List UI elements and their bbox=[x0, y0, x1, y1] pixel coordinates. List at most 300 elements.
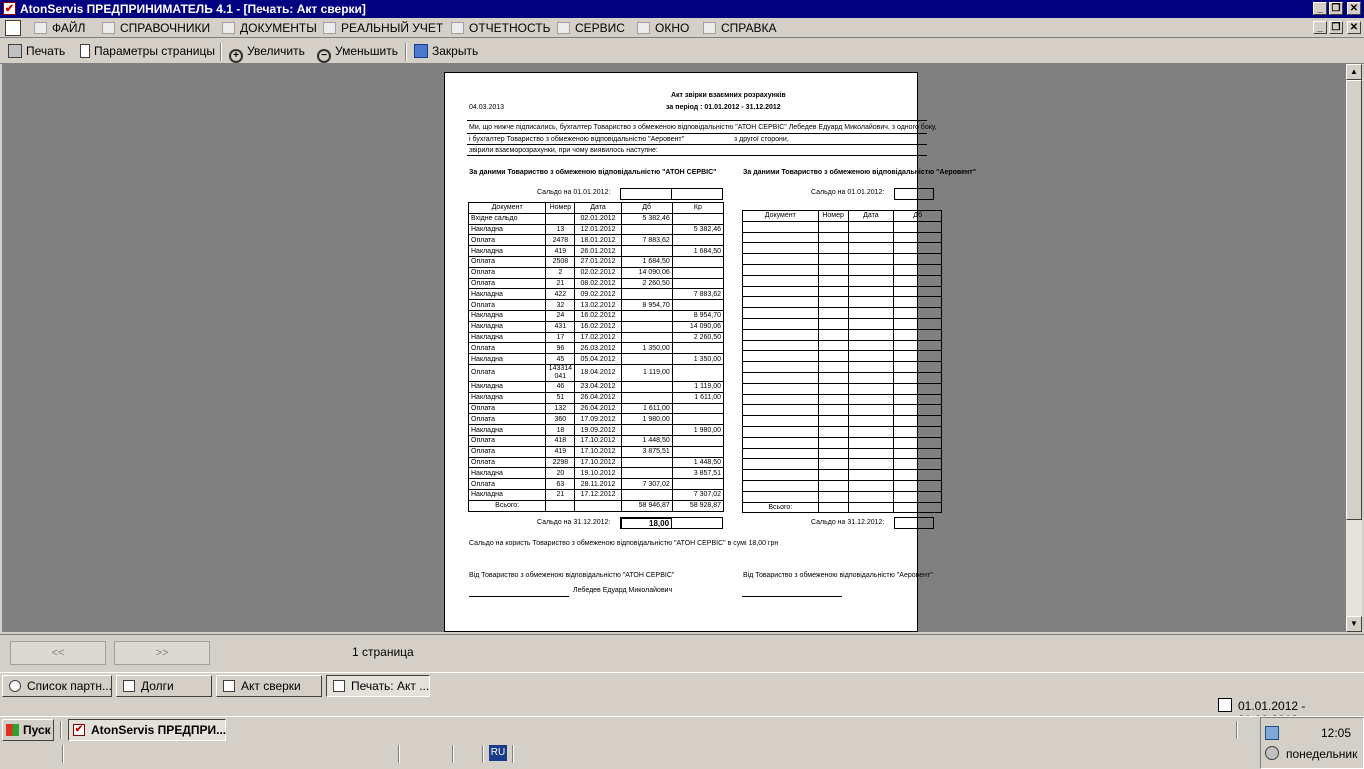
taskbar-divider bbox=[398, 745, 400, 763]
empty-cell bbox=[848, 254, 894, 265]
empty-cell bbox=[894, 372, 942, 383]
zoom-out-icon: − bbox=[317, 49, 331, 63]
table-row bbox=[743, 448, 942, 459]
person-icon bbox=[9, 680, 21, 692]
empty-cell bbox=[818, 318, 848, 329]
cell-number: 17 bbox=[546, 332, 575, 343]
empty-cell bbox=[894, 286, 942, 297]
empty-cell bbox=[848, 383, 894, 394]
empty-cell bbox=[894, 416, 942, 427]
cell-document: Накладна bbox=[469, 289, 546, 300]
cell-number: 360 bbox=[546, 414, 575, 425]
cell-credit: 1 350,00 bbox=[672, 354, 723, 365]
document-page bbox=[444, 72, 977, 632]
table-row bbox=[743, 480, 942, 491]
close-preview-button[interactable]: Закрыть bbox=[414, 44, 478, 58]
cell-credit bbox=[672, 256, 723, 267]
table-row bbox=[743, 232, 942, 243]
menu-file[interactable]: ФАЙЛ bbox=[34, 21, 85, 35]
cell-credit: 1 611,00 bbox=[672, 392, 723, 403]
cell-number: 21 bbox=[546, 489, 575, 500]
cell-date: 17.12.2012 bbox=[575, 489, 621, 500]
start-button[interactable]: Пуск bbox=[2, 719, 54, 741]
empty-cell bbox=[848, 362, 894, 373]
table-row bbox=[743, 243, 942, 254]
cell-date: 26.01.2012 bbox=[575, 246, 621, 257]
cell-credit: 1 980,00 bbox=[672, 425, 723, 436]
cell-document: Накладна bbox=[469, 392, 546, 403]
table-row bbox=[469, 392, 724, 403]
empty-cell bbox=[743, 318, 819, 329]
cell-document: Оплата bbox=[469, 278, 546, 289]
col-number: Номер bbox=[818, 211, 848, 222]
table-row bbox=[743, 340, 942, 351]
empty-cell bbox=[818, 491, 848, 502]
cell-credit: 1 448,50 bbox=[672, 457, 723, 468]
empty-cell bbox=[743, 416, 819, 427]
cell-debit: 1 448,50 bbox=[621, 435, 672, 446]
table-row bbox=[469, 256, 724, 267]
empty-cell bbox=[894, 329, 942, 340]
cell-number: 18 bbox=[546, 425, 575, 436]
right-reconciliation-table bbox=[742, 210, 942, 513]
empty-cell bbox=[894, 318, 942, 329]
scroll-thumb[interactable] bbox=[1346, 80, 1362, 520]
left-saldo-end-label: Сальдо на 31.12.2012: bbox=[537, 519, 611, 526]
cell-debit bbox=[621, 332, 672, 343]
cell-date: 17.09.2012 bbox=[575, 414, 621, 425]
taskbar-app-button[interactable]: ✔ AtonServis ПРЕДПРИ... bbox=[68, 719, 226, 741]
table-row bbox=[469, 364, 724, 381]
table-row bbox=[743, 470, 942, 481]
menu-service[interactable]: СЕРВИС bbox=[557, 21, 625, 35]
cell-credit bbox=[672, 446, 723, 457]
tab-reconciliation-act[interactable]: Акт сверки bbox=[216, 675, 322, 697]
empty-cell bbox=[894, 221, 942, 232]
total-credit: 58 928,87 bbox=[672, 500, 723, 511]
empty-cell bbox=[894, 426, 942, 437]
cell-number: 13 bbox=[546, 224, 575, 235]
empty-cell bbox=[743, 448, 819, 459]
table-row bbox=[469, 414, 724, 425]
table-row bbox=[469, 446, 724, 457]
menu-help[interactable]: СПРАВКА bbox=[703, 21, 777, 35]
empty-cell bbox=[894, 448, 942, 459]
window-tabs bbox=[0, 672, 1364, 698]
calculator-icon bbox=[557, 22, 570, 34]
empty-cell bbox=[848, 243, 894, 254]
total-debit: 58 946,87 bbox=[621, 500, 672, 511]
table-row bbox=[743, 351, 942, 362]
cell-date: 26.04.2012 bbox=[575, 392, 621, 403]
table-row bbox=[469, 489, 724, 500]
empty-cell bbox=[818, 372, 848, 383]
cell-document: Накладна bbox=[469, 332, 546, 343]
empty-cell bbox=[743, 383, 819, 394]
cell-debit: 8 954,70 bbox=[621, 300, 672, 311]
app-icon: ✔ bbox=[4, 3, 15, 15]
cell-number: 418 bbox=[546, 435, 575, 446]
empty-cell bbox=[848, 405, 894, 416]
empty-cell bbox=[848, 264, 894, 275]
cell-debit: 2 260,50 bbox=[621, 278, 672, 289]
cell-number: 51 bbox=[546, 392, 575, 403]
table-row bbox=[743, 308, 942, 319]
next-page-button[interactable]: >> bbox=[114, 641, 210, 665]
cell-debit bbox=[621, 310, 672, 321]
home-icon bbox=[102, 22, 115, 34]
cell-debit bbox=[621, 321, 672, 332]
cell-debit bbox=[621, 392, 672, 403]
empty-cell bbox=[848, 394, 894, 405]
empty-cell bbox=[743, 405, 819, 416]
cell-credit: 5 382,46 bbox=[672, 224, 723, 235]
preview-icon bbox=[333, 680, 345, 692]
cell-credit bbox=[672, 403, 723, 414]
table-row bbox=[469, 479, 724, 490]
empty-cell bbox=[743, 340, 819, 351]
empty-cell bbox=[818, 459, 848, 470]
cell-number: 2298 bbox=[546, 457, 575, 468]
menu-real-accounting[interactable]: РЕАЛЬНЫЙ УЧЕТ bbox=[323, 21, 443, 35]
menu-window[interactable]: ОКНО bbox=[637, 21, 689, 35]
cell-debit: 7 883,62 bbox=[621, 235, 672, 246]
cell-credit: 1 119,00 bbox=[672, 381, 723, 392]
empty-cell bbox=[743, 232, 819, 243]
empty-cell bbox=[848, 318, 894, 329]
saldo-end-value: 18,00 bbox=[649, 519, 670, 528]
table-row bbox=[469, 468, 724, 479]
empty-cell bbox=[848, 297, 894, 308]
menu-directories[interactable]: СПРАВОЧНИКИ bbox=[102, 21, 210, 35]
sound-icon[interactable] bbox=[1265, 746, 1279, 760]
menu-reports[interactable]: ОТЧЕТНОСТЬ bbox=[451, 21, 550, 35]
empty-cell bbox=[894, 340, 942, 351]
title-bar bbox=[0, 0, 1364, 18]
folder-icon bbox=[34, 22, 47, 34]
cell-date: 02.01.2012 bbox=[575, 213, 621, 224]
empty-cell bbox=[894, 264, 942, 275]
cell-debit bbox=[621, 425, 672, 436]
cell-credit: 3 857,51 bbox=[672, 468, 723, 479]
empty-cell bbox=[818, 470, 848, 481]
zoom-in-icon: + bbox=[229, 49, 243, 63]
empty-cell bbox=[743, 372, 819, 383]
empty-cell bbox=[818, 351, 848, 362]
empty-cell bbox=[743, 437, 819, 448]
cell-number: 2508 bbox=[546, 256, 575, 267]
cell-debit bbox=[621, 246, 672, 257]
empty-cell bbox=[894, 437, 942, 448]
empty-cell bbox=[743, 426, 819, 437]
cell-number: 419 bbox=[546, 246, 575, 257]
left-party-heading: За даними Товариство з обмеженою відповідальністю "АТОН СЕРВІС" bbox=[469, 169, 717, 176]
tab-print-act[interactable]: Печать: Акт ... bbox=[326, 675, 430, 697]
empty-cell bbox=[743, 297, 819, 308]
empty-cell bbox=[894, 351, 942, 362]
cell-date: 17.10.2012 bbox=[575, 435, 621, 446]
close-window-button[interactable]: ✕ bbox=[1347, 2, 1361, 15]
cell-debit: 1 684,50 bbox=[621, 256, 672, 267]
cell-number: 46 bbox=[546, 381, 575, 392]
cell-date: 05.04.2012 bbox=[575, 354, 621, 365]
empty-cell bbox=[894, 491, 942, 502]
toolbar-separator bbox=[220, 43, 222, 61]
empty-cell bbox=[848, 491, 894, 502]
prev-page-button[interactable]: << bbox=[10, 641, 106, 665]
right-party-heading: За даними Товариство з обмеженою відповідальністю "Аеровент" bbox=[743, 169, 977, 176]
app-icon: ✔ bbox=[74, 724, 84, 735]
cell-date: 17.02.2012 bbox=[575, 332, 621, 343]
table-row bbox=[743, 437, 942, 448]
cell-document: Оплата bbox=[469, 403, 546, 414]
window-icon bbox=[637, 22, 650, 34]
network-icon[interactable] bbox=[1265, 726, 1279, 740]
cell-debit bbox=[621, 224, 672, 235]
empty-cell bbox=[743, 394, 819, 405]
empty-cell bbox=[743, 491, 819, 502]
cell-number: 132 bbox=[546, 403, 575, 414]
print-button[interactable]: Печать bbox=[8, 44, 65, 58]
doc-title: Акт звірки взаємних розрахунків bbox=[671, 92, 786, 99]
table-row bbox=[469, 321, 724, 332]
period-bar bbox=[0, 698, 1364, 716]
empty-cell bbox=[848, 275, 894, 286]
mdi-close-button[interactable]: ✕ bbox=[1347, 21, 1361, 34]
table-row bbox=[469, 289, 724, 300]
sign-right-party: Від Товариство з обмеженою відповідальністю "Аеровент" bbox=[743, 572, 933, 579]
cell-number: 2 bbox=[546, 267, 575, 278]
table-row bbox=[743, 426, 942, 437]
col-number: Номер bbox=[546, 203, 575, 214]
table-row bbox=[743, 362, 942, 373]
table-row bbox=[743, 459, 942, 470]
cell-date: 16.02.2012 bbox=[575, 310, 621, 321]
empty-cell bbox=[894, 362, 942, 373]
table-row bbox=[743, 329, 942, 340]
vertical-scrollbar[interactable] bbox=[1346, 64, 1362, 632]
system-tray bbox=[1260, 717, 1364, 769]
cell-debit: 7 307,02 bbox=[621, 479, 672, 490]
cell-date: 19.10.2012 bbox=[575, 468, 621, 479]
cell-date: 12.01.2012 bbox=[575, 224, 621, 235]
cell-credit: 8 954,70 bbox=[672, 310, 723, 321]
empty-cell bbox=[894, 254, 942, 265]
toolbar-separator bbox=[405, 43, 407, 61]
cell-document: Оплата bbox=[469, 364, 546, 381]
table-row bbox=[743, 254, 942, 265]
empty-cell bbox=[743, 264, 819, 275]
cell-date: 13.02.2012 bbox=[575, 300, 621, 311]
period-range[interactable]: 01.01.2012 - bbox=[1238, 699, 1306, 713]
empty-cell bbox=[894, 232, 942, 243]
cell-debit: 1 119,00 bbox=[621, 364, 672, 381]
empty-cell bbox=[743, 470, 819, 481]
left-saldo-start-box bbox=[620, 188, 723, 200]
cell-debit: 1 980,00 bbox=[621, 414, 672, 425]
intro-line-3: звірили взаєморозрахунки, при чому виявилось наступне: bbox=[469, 147, 658, 154]
cell-document: Накладна bbox=[469, 489, 546, 500]
table-row bbox=[469, 457, 724, 468]
tab-partners-list[interactable]: Список партн... bbox=[2, 675, 112, 697]
cell-document: Оплата bbox=[469, 435, 546, 446]
table-row bbox=[743, 221, 942, 232]
scroll-up-button[interactable]: ▲ bbox=[1346, 64, 1362, 80]
empty-cell bbox=[818, 308, 848, 319]
cell-number: 431 bbox=[546, 321, 575, 332]
right-saldo-end-label: Сальдо на 31.12.2012: bbox=[811, 519, 885, 526]
intro-line-2b: з другої сторони, bbox=[734, 136, 789, 143]
empty-cell bbox=[818, 416, 848, 427]
table-row bbox=[743, 394, 942, 405]
table-row bbox=[469, 435, 724, 446]
cell-credit: 7 307,02 bbox=[672, 489, 723, 500]
intro-line-2: і бухгалтер Товариство з обмеженою відповідальністю "Аеровент" bbox=[469, 136, 685, 143]
cell-date: 17.10.2012 bbox=[575, 457, 621, 468]
taskbar-divider bbox=[1236, 721, 1238, 739]
zoom-in-button[interactable]: + Увеличить bbox=[229, 44, 305, 63]
table-row bbox=[469, 310, 724, 321]
empty-cell bbox=[894, 459, 942, 470]
cell-date: 09.02.2012 bbox=[575, 289, 621, 300]
col-date: Дата bbox=[575, 203, 621, 214]
mdi-restore-button[interactable]: ❐ bbox=[1329, 21, 1343, 34]
restore-button[interactable]: ❐ bbox=[1329, 2, 1343, 15]
empty-cell bbox=[818, 254, 848, 265]
left-saldo-end-box bbox=[620, 517, 723, 529]
cell-document: Оплата bbox=[469, 479, 546, 490]
document-icon bbox=[223, 680, 235, 692]
empty-cell bbox=[894, 243, 942, 254]
cell-document: Оплата bbox=[469, 256, 546, 267]
printer-icon bbox=[8, 44, 22, 58]
cell-debit: 5 382,46 bbox=[621, 213, 672, 224]
cell-debit bbox=[621, 468, 672, 479]
cell-date: 19.09.2012 bbox=[575, 425, 621, 436]
empty-cell bbox=[818, 437, 848, 448]
empty-cell bbox=[894, 405, 942, 416]
empty-cell bbox=[818, 405, 848, 416]
report-icon bbox=[451, 22, 464, 34]
empty-cell bbox=[818, 286, 848, 297]
ledger-icon bbox=[323, 22, 336, 34]
document-icon bbox=[123, 680, 135, 692]
page-params-button[interactable]: Параметры страницы bbox=[80, 44, 215, 58]
cell-date: 18.01.2012 bbox=[575, 235, 621, 246]
cell-debit: 1 611,00 bbox=[621, 403, 672, 414]
table-row bbox=[469, 213, 724, 224]
taskbar-divider bbox=[62, 745, 64, 763]
clock-time[interactable]: 12:05 bbox=[1321, 726, 1352, 740]
empty-cell bbox=[848, 437, 894, 448]
empty-cell bbox=[894, 383, 942, 394]
cell-date: 08.02.2012 bbox=[575, 278, 621, 289]
empty-cell bbox=[894, 480, 942, 491]
cell-debit: 14 090,06 bbox=[621, 267, 672, 278]
mdi-minimize-button[interactable]: _ bbox=[1313, 21, 1327, 34]
cell-credit: 14 090,06 bbox=[672, 321, 723, 332]
empty-cell bbox=[818, 221, 848, 232]
zoom-out-button[interactable]: − Уменьшить bbox=[317, 44, 398, 63]
intro-divider bbox=[467, 133, 927, 134]
table-row bbox=[743, 286, 942, 297]
table-row bbox=[743, 297, 942, 308]
minimize-button[interactable]: _ bbox=[1313, 2, 1327, 15]
empty-cell bbox=[848, 480, 894, 491]
cell-document: Вхідне сальдо bbox=[469, 213, 546, 224]
cell-credit bbox=[672, 364, 723, 381]
cell-date: 23.04.2012 bbox=[575, 381, 621, 392]
cell-document: Оплата bbox=[469, 446, 546, 457]
cell-document: Оплата bbox=[469, 300, 546, 311]
empty-cell bbox=[743, 351, 819, 362]
empty-cell bbox=[848, 448, 894, 459]
cell-document: Накладна bbox=[469, 468, 546, 479]
empty-cell bbox=[818, 394, 848, 405]
sign-left-party: Від Товариство з обмеженою відповідальністю "АТОН СЕРВІС" bbox=[469, 572, 675, 579]
table-row bbox=[469, 224, 724, 235]
cell-credit bbox=[672, 414, 723, 425]
page-info: 1 страница bbox=[352, 645, 414, 659]
cell-document: Накладна bbox=[469, 246, 546, 257]
page-icon bbox=[80, 44, 90, 58]
empty-cell bbox=[743, 254, 819, 265]
empty-cell bbox=[894, 308, 942, 319]
cell-document: Накладна bbox=[469, 321, 546, 332]
empty-cell bbox=[848, 459, 894, 470]
cell-date: 16.02.2012 bbox=[575, 321, 621, 332]
empty-cell bbox=[743, 275, 819, 286]
table-row bbox=[743, 264, 942, 275]
table-row bbox=[469, 278, 724, 289]
cell-number: 422 bbox=[546, 289, 575, 300]
empty-cell bbox=[818, 448, 848, 459]
cell-credit: 1 684,50 bbox=[672, 246, 723, 257]
cell-document: Оплата bbox=[469, 343, 546, 354]
table-row bbox=[469, 381, 724, 392]
cell-debit bbox=[621, 289, 672, 300]
scroll-down-button[interactable]: ▼ bbox=[1346, 616, 1362, 632]
empty-cell bbox=[848, 340, 894, 351]
table-row bbox=[469, 403, 724, 414]
empty-cell bbox=[894, 470, 942, 481]
empty-cell bbox=[743, 243, 819, 254]
windows-logo-icon bbox=[6, 724, 19, 736]
table-row bbox=[469, 343, 724, 354]
intro-divider bbox=[467, 144, 927, 145]
right-saldo-start-box bbox=[894, 188, 934, 200]
cell-date: 18.04.2012 bbox=[575, 364, 621, 381]
cell-debit bbox=[621, 489, 672, 500]
language-indicator[interactable]: RU bbox=[489, 745, 507, 761]
toolbar bbox=[0, 40, 1364, 64]
cell-number: 96 bbox=[546, 343, 575, 354]
cell-date: 02.02.2012 bbox=[575, 267, 621, 278]
page-nav-bar bbox=[0, 634, 1364, 670]
tab-debts[interactable]: Долги bbox=[116, 675, 212, 697]
cell-debit: 1 350,00 bbox=[621, 343, 672, 354]
cell-number: 45 bbox=[546, 354, 575, 365]
cell-number: 2478 bbox=[546, 235, 575, 246]
table-row bbox=[743, 405, 942, 416]
total-label: Всього: bbox=[743, 502, 819, 513]
cell-date: 28.11.2012 bbox=[575, 479, 621, 490]
table-row bbox=[743, 491, 942, 502]
menu-documents[interactable]: ДОКУМЕНТЫ bbox=[222, 21, 317, 35]
cell-debit: 3 875,51 bbox=[621, 446, 672, 457]
empty-cell bbox=[743, 329, 819, 340]
doc-period: за період : 01.01.2012 - 31.12.2012 bbox=[666, 104, 781, 111]
